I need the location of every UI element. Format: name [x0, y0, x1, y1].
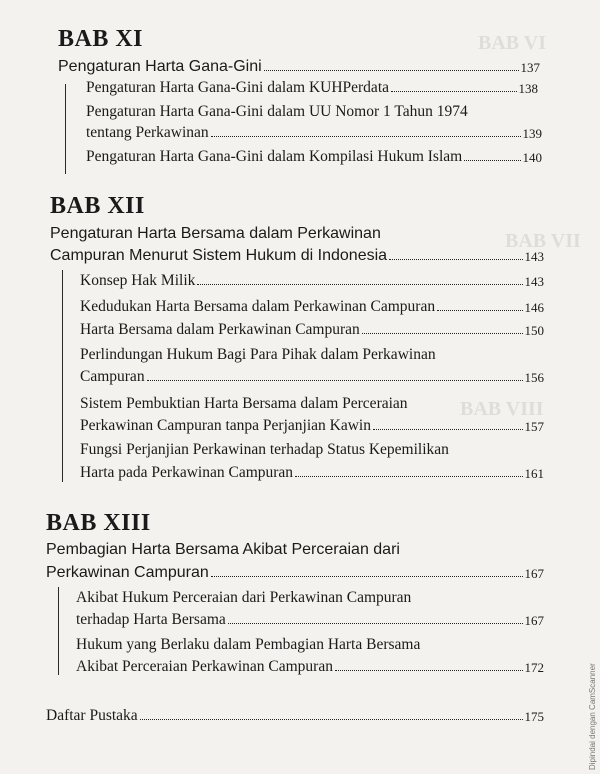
toc-entry-row[interactable] [80, 464, 544, 482]
toc-entry-row[interactable] [80, 321, 544, 339]
toc-entry: Pengaturan Harta Gana-Gini dalam KUHPerdata [86, 79, 389, 96]
leader-dots [437, 310, 522, 311]
page-number: 175 [524, 709, 544, 724]
chapter-heading-row[interactable] [46, 564, 544, 582]
toc-entry[interactable]: Sistem Pembuktian Harta Bersama dalam Perceraian [80, 395, 408, 412]
toc-entry: Harta Bersama dalam Perkawinan Campuran [80, 321, 360, 338]
toc-entry-continued: Campuran [80, 368, 145, 385]
leader-dots [391, 91, 517, 92]
chapter-heading-row[interactable] [58, 58, 540, 76]
chapter-heading[interactable]: Pembagian Harta Bersama Akibat Perceraian dari [46, 541, 400, 558]
toc-entry-row[interactable] [80, 298, 544, 316]
toc-entry-continued: Akibat Perceraian Perkawinan Campuran [76, 658, 333, 675]
toc-entry-row[interactable] [80, 417, 544, 435]
page-number: 172 [524, 660, 544, 675]
page-number: 167 [524, 566, 544, 581]
leader-dots [211, 136, 521, 137]
toc-entry-continued: terhadap Harta Bersama [76, 611, 226, 628]
toc-entry-row[interactable] [80, 272, 544, 290]
toc-entry[interactable]: Fungsi Perjanjian Perkawinan terhadap Status Kepemilikan [80, 441, 449, 458]
chapter-heading: Pengaturan Harta Gana-Gini [58, 58, 262, 75]
toc-entry-row[interactable] [86, 79, 538, 97]
toc-entry-row[interactable] [86, 124, 542, 142]
chapter-heading[interactable]: Pengaturan Harta Bersama dalam Perkawinan [50, 225, 381, 242]
page-number: 156 [524, 370, 544, 385]
toc-entry: Kedudukan Harta Bersama dalam Perkawinan Campuran [80, 298, 436, 315]
page-number: 143 [524, 249, 544, 264]
toc-entry-row[interactable] [76, 611, 544, 629]
leader-dots [335, 670, 523, 671]
leader-dots [264, 70, 519, 71]
chapter-heading-row[interactable] [50, 247, 544, 265]
toc-entry-continued: Harta pada Perkawinan Campuran [80, 464, 294, 481]
page-number: 157 [524, 419, 544, 434]
page-number: 140 [522, 150, 542, 165]
toc-entry: Konsep Hak Milik [80, 272, 196, 289]
chapter-title: BAB XII [50, 193, 145, 219]
leader-dots [197, 284, 522, 285]
toc-entry-continued: Perkawinan Campuran tanpa Perjanjian Kawin [80, 417, 371, 434]
toc-entry-row[interactable] [76, 658, 544, 676]
toc-entry-continued: tentang Perkawinan [86, 124, 209, 141]
page-number: 138 [518, 81, 538, 96]
scanner-watermark: Dipindai dengan CamScanner [588, 663, 597, 770]
chapter-heading-continued: Perkawinan Campuran [46, 564, 209, 581]
leader-dots [362, 333, 523, 334]
page-number: 146 [524, 300, 544, 315]
chapter-title: BAB XIII [46, 510, 151, 536]
page-number: 167 [524, 613, 544, 628]
page-number: 143 [524, 274, 544, 289]
section-bracket [58, 587, 59, 675]
toc-entry[interactable]: Perlindungan Hukum Bagi Para Pihak dalam Perkawinan [80, 346, 436, 363]
toc-entry: Pengaturan Harta Gana-Gini dalam Kompilasi Hukum Islam [86, 148, 463, 165]
leader-dots [464, 160, 520, 161]
toc-entry-row[interactable] [80, 368, 544, 386]
toc-entry-row[interactable] [86, 148, 542, 166]
page-number: 137 [520, 60, 540, 75]
page-number: 161 [524, 466, 544, 481]
toc-entry[interactable]: Pengaturan Harta Gana-Gini dalam UU Nomor 1 Tahun 1974 [86, 103, 468, 120]
leader-dots [147, 380, 523, 381]
bleed-text: BAB VIII [460, 398, 544, 420]
toc-entry[interactable]: Akibat Hukum Perceraian dari Perkawinan Campuran [76, 589, 412, 606]
page-number: 150 [524, 323, 544, 338]
chapter-heading-continued: Campuran Menurut Sistem Hukum di Indonesia [50, 247, 388, 264]
bleed-text: BAB VII [505, 230, 581, 252]
bibliography-label: Daftar Pustaka [46, 707, 138, 724]
leader-dots [389, 259, 522, 260]
leader-dots [211, 576, 523, 577]
leader-dots [295, 476, 522, 477]
toc-entry[interactable]: Hukum yang Berlaku dalam Pembagian Harta Bersama [76, 636, 421, 653]
page-number: 139 [522, 126, 542, 141]
section-bracket [65, 84, 66, 174]
bibliography-row[interactable] [46, 707, 544, 725]
chapter-title: BAB XI [58, 26, 144, 52]
section-bracket [62, 270, 63, 482]
leader-dots [373, 429, 523, 430]
leader-dots [140, 719, 523, 720]
leader-dots [228, 623, 523, 624]
bleed-text: BAB VI [478, 32, 546, 54]
